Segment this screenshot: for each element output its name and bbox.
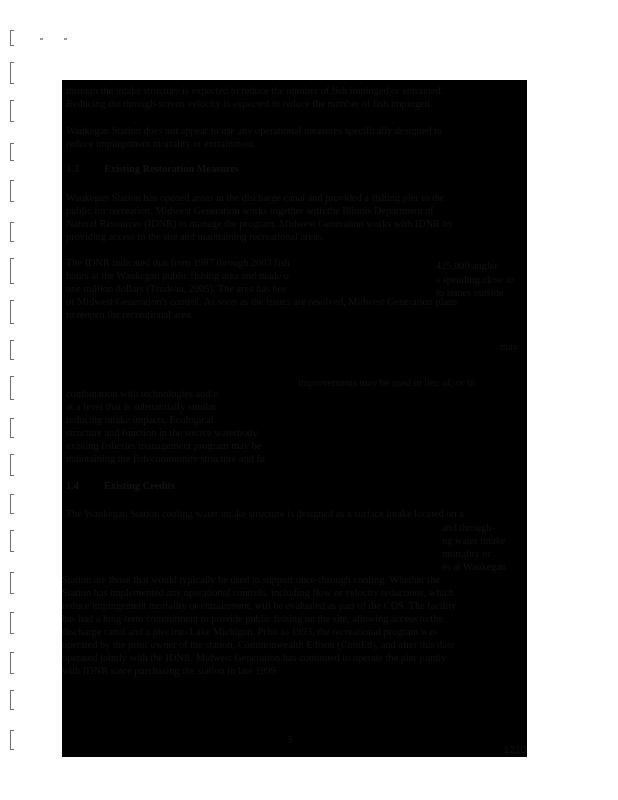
body-text-line: existing fisheries management program may be — [66, 441, 262, 452]
binder-hole-mark — [10, 62, 11, 84]
body-text-line: to reopen the recreational area. — [66, 310, 194, 321]
section-heading: Existing Restoration Measures — [104, 164, 239, 175]
body-text-fragment: to issues outside — [436, 288, 504, 299]
binder-hole-mark — [10, 572, 11, 594]
binder-hole-mark — [10, 418, 11, 438]
section-number: 1.4 — [66, 481, 79, 492]
body-text-fragment: may — [500, 342, 518, 353]
scan-speck — [64, 38, 67, 40]
body-text-line: The IDNR indicated that from 1987 through 2003 fish — [66, 258, 290, 269]
binder-hole-mark — [10, 258, 11, 284]
body-text-line: has had a long-term commitment to provide public fishing on the site, allowing access to the — [62, 614, 443, 625]
page-number: 3 — [287, 734, 293, 746]
body-text-line: of Midwest Generation's control. As soon as the issues are resolved, Midwest Generation plans — [66, 297, 458, 308]
body-text-line: Waukegan Station has opened areas in the discharge canal and provided a fishing pier to the — [66, 193, 445, 204]
body-text-line: Waukegan Station does not appear to use any operational measures specifically designed to — [66, 126, 443, 137]
binder-hole-mark — [10, 730, 11, 750]
body-text-fragment: es at Waukegan — [442, 562, 507, 573]
binder-hole-mark — [10, 143, 11, 161]
binder-hole-mark — [10, 180, 11, 202]
body-text-line: reduce impingement mortality or entrainment. — [66, 139, 257, 150]
body-text-line: The Waukegan Station cooling water intake structure is designed as a surface intake located on a — [66, 509, 464, 520]
binder-hole-mark — [10, 690, 11, 710]
body-text-fragment: ng water intake — [442, 536, 506, 547]
body-text-line: one million dollars (Trudeau, 2005). The area has bee — [66, 284, 287, 295]
binder-hole-mark — [10, 376, 11, 400]
body-text-line: through the intake structure is expected to reduce the number of fish impinged or entrained. — [66, 86, 444, 97]
binder-hole-mark — [10, 100, 11, 122]
body-text-line: public for recreation. Midwest Generation works together with the Illinois Department of — [66, 206, 434, 217]
body-text-line: reduce impingement mortality or entrainment, will be evaluated as part of the CDS. The facility — [62, 601, 457, 612]
binder-hole-mark — [10, 612, 11, 634]
body-text-line: Station are those that would typically be used to support once-through cooling. Whether the — [62, 575, 440, 586]
binder-hole-mark — [10, 300, 11, 324]
body-text-fragment: 425,000 angler — [436, 261, 498, 272]
binder-hole-mark — [10, 340, 11, 360]
body-text-fragment: mortality or — [442, 549, 491, 560]
body-text-line: operated jointly with the IDNR. Midwest Generation has continued to operate the pier jointly — [62, 653, 447, 664]
binder-hole-mark — [10, 494, 11, 514]
body-text-line: Reducing the through-screen velocity is expected to reduce the number of fish impinged. — [66, 99, 433, 110]
section-heading: Existing Credits — [104, 481, 176, 492]
binder-hole-mark — [10, 454, 11, 476]
binder-hole-mark — [10, 222, 11, 242]
binder-hole-mark — [10, 30, 11, 46]
body-text-line: Station has implemented any operational controls, including flow or velocity reductions, which — [62, 588, 455, 599]
binder-hole-mark — [10, 652, 11, 674]
body-text-line: Natural Resources (IDNR) to manage the program. Midwest Generation works with IDNR by — [66, 219, 453, 230]
body-text-fragment: improvements may be used in lieu of, or in — [298, 378, 476, 389]
body-text-line: at a level that is substantially similar — [66, 402, 217, 413]
binder-hole-mark — [10, 530, 11, 552]
body-text-line: providing access to the site and maintaining recreational areas. — [66, 232, 325, 243]
body-text-line: operated by the prior owner of the station, Commonwealth Edison (ComEd), and after this date — [62, 640, 455, 651]
body-text-line: structure and function in the source waterbody. — [66, 428, 260, 439]
body-text-fragment: s spending close to — [436, 275, 515, 286]
body-text-line: reducing intake impacts. Ecological — [66, 415, 214, 426]
section-number: 1.3 — [66, 164, 79, 175]
scan-speck — [40, 38, 43, 40]
body-text-line: combination with technologies and/o — [66, 389, 219, 400]
bates-number: 1210 — [504, 745, 527, 756]
body-text-fragment: and through- — [442, 523, 495, 534]
body-text-line: hours at the Waukegan public fishing area and made o — [66, 271, 289, 282]
body-text-line: discharge canal and a pier into Lake Michigan. Prior to 1993, the recreational program was — [62, 627, 437, 638]
body-text-line: with IDNR since purchasing the station in late 1999. — [62, 666, 279, 677]
body-text-line: maintaining the fish community structure and fu — [66, 454, 266, 465]
